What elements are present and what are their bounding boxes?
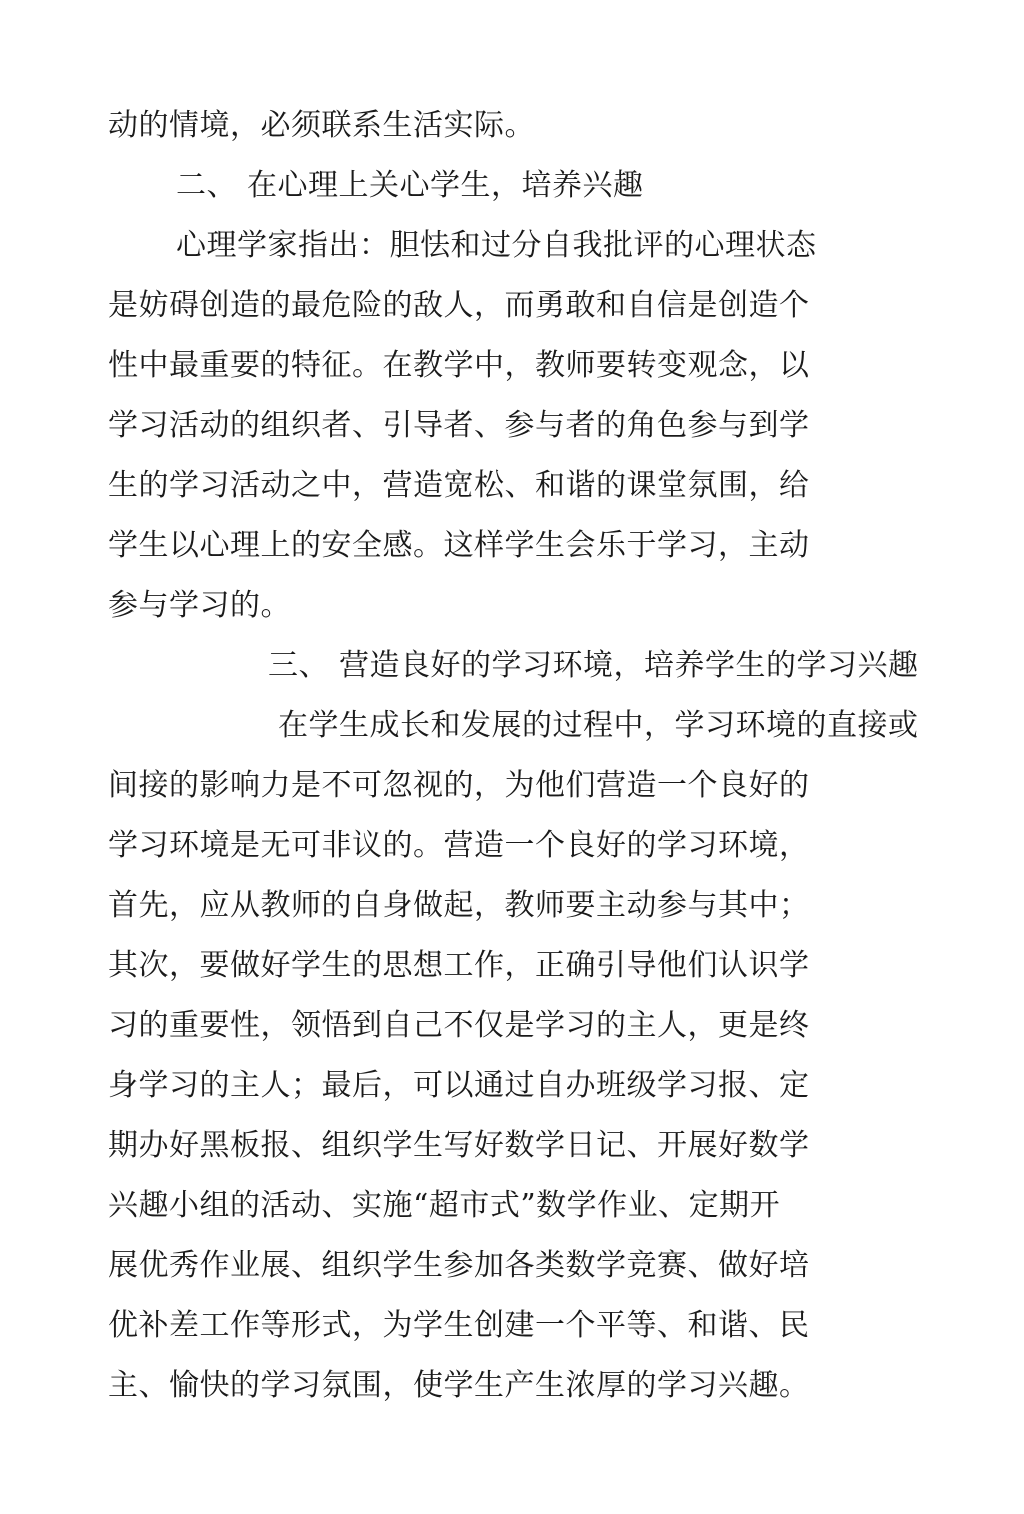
paragraph-line: 展优秀作业展、组织学生参加各类数学竞赛、做好培 <box>108 1248 810 1283</box>
paragraph-line: 间接的影响力是不可忽视的，为他们营造一个良好的 <box>108 768 810 803</box>
paragraph-line: 心理学家指出：胆怯和过分自我批评的心理状态 <box>176 228 817 263</box>
paragraph-line: 生的学习活动之中，营造宽松、和谐的课堂氛围，给 <box>108 468 810 503</box>
paragraph-line: 优补差工作等形式，为学生创建一个平等、和谐、民 <box>108 1308 810 1343</box>
paragraph-line: 主、愉快的学习氛围，使学生产生浓厚的学习兴趣。 <box>108 1368 810 1403</box>
paragraph-line: 习的重要性，领悟到自己不仅是学习的主人，更是终 <box>108 1008 810 1043</box>
paragraph-line: 在学生成长和发展的过程中，学习环境的直接或 <box>278 708 919 743</box>
paragraph-line: 性中最重要的特征。在教学中，教师要转变观念，以 <box>108 348 810 383</box>
paragraph-line: 身学习的主人；最后，可以通过自办班级学习报、定 <box>108 1068 810 1103</box>
paragraph-line: 学习环境是无可非议的。营造一个良好的学习环境， <box>108 828 810 863</box>
section-heading: 二、 在心理上关心学生，培养兴趣 <box>176 168 644 203</box>
paragraph-line: 兴趣小组的活动、实施“超市式”数学作业、定期开 <box>108 1188 781 1223</box>
paragraph-line: 期办好黑板报、组织学生写好数学日记、开展好数学 <box>108 1128 810 1163</box>
paragraph-line: 是妨碍创造的最危险的敌人，而勇敢和自信是创造个 <box>108 288 810 323</box>
paragraph-line: 学生以心理上的安全感。这样学生会乐于学习，主动 <box>108 528 810 563</box>
paragraph-line: 动的情境，必须联系生活实际。 <box>108 108 535 143</box>
paragraph-line: 首先，应从教师的自身做起，教师要主动参与其中； <box>108 888 810 923</box>
paragraph-line: 参与学习的。 <box>108 588 291 623</box>
paragraph-line: 其次，要做好学生的思想工作，正确引导他们认识学 <box>108 948 810 983</box>
section-heading: 三、 营造良好的学习环境，培养学生的学习兴趣 <box>268 648 919 683</box>
paragraph-line: 学习活动的组织者、引导者、参与者的角色参与到学 <box>108 408 810 443</box>
